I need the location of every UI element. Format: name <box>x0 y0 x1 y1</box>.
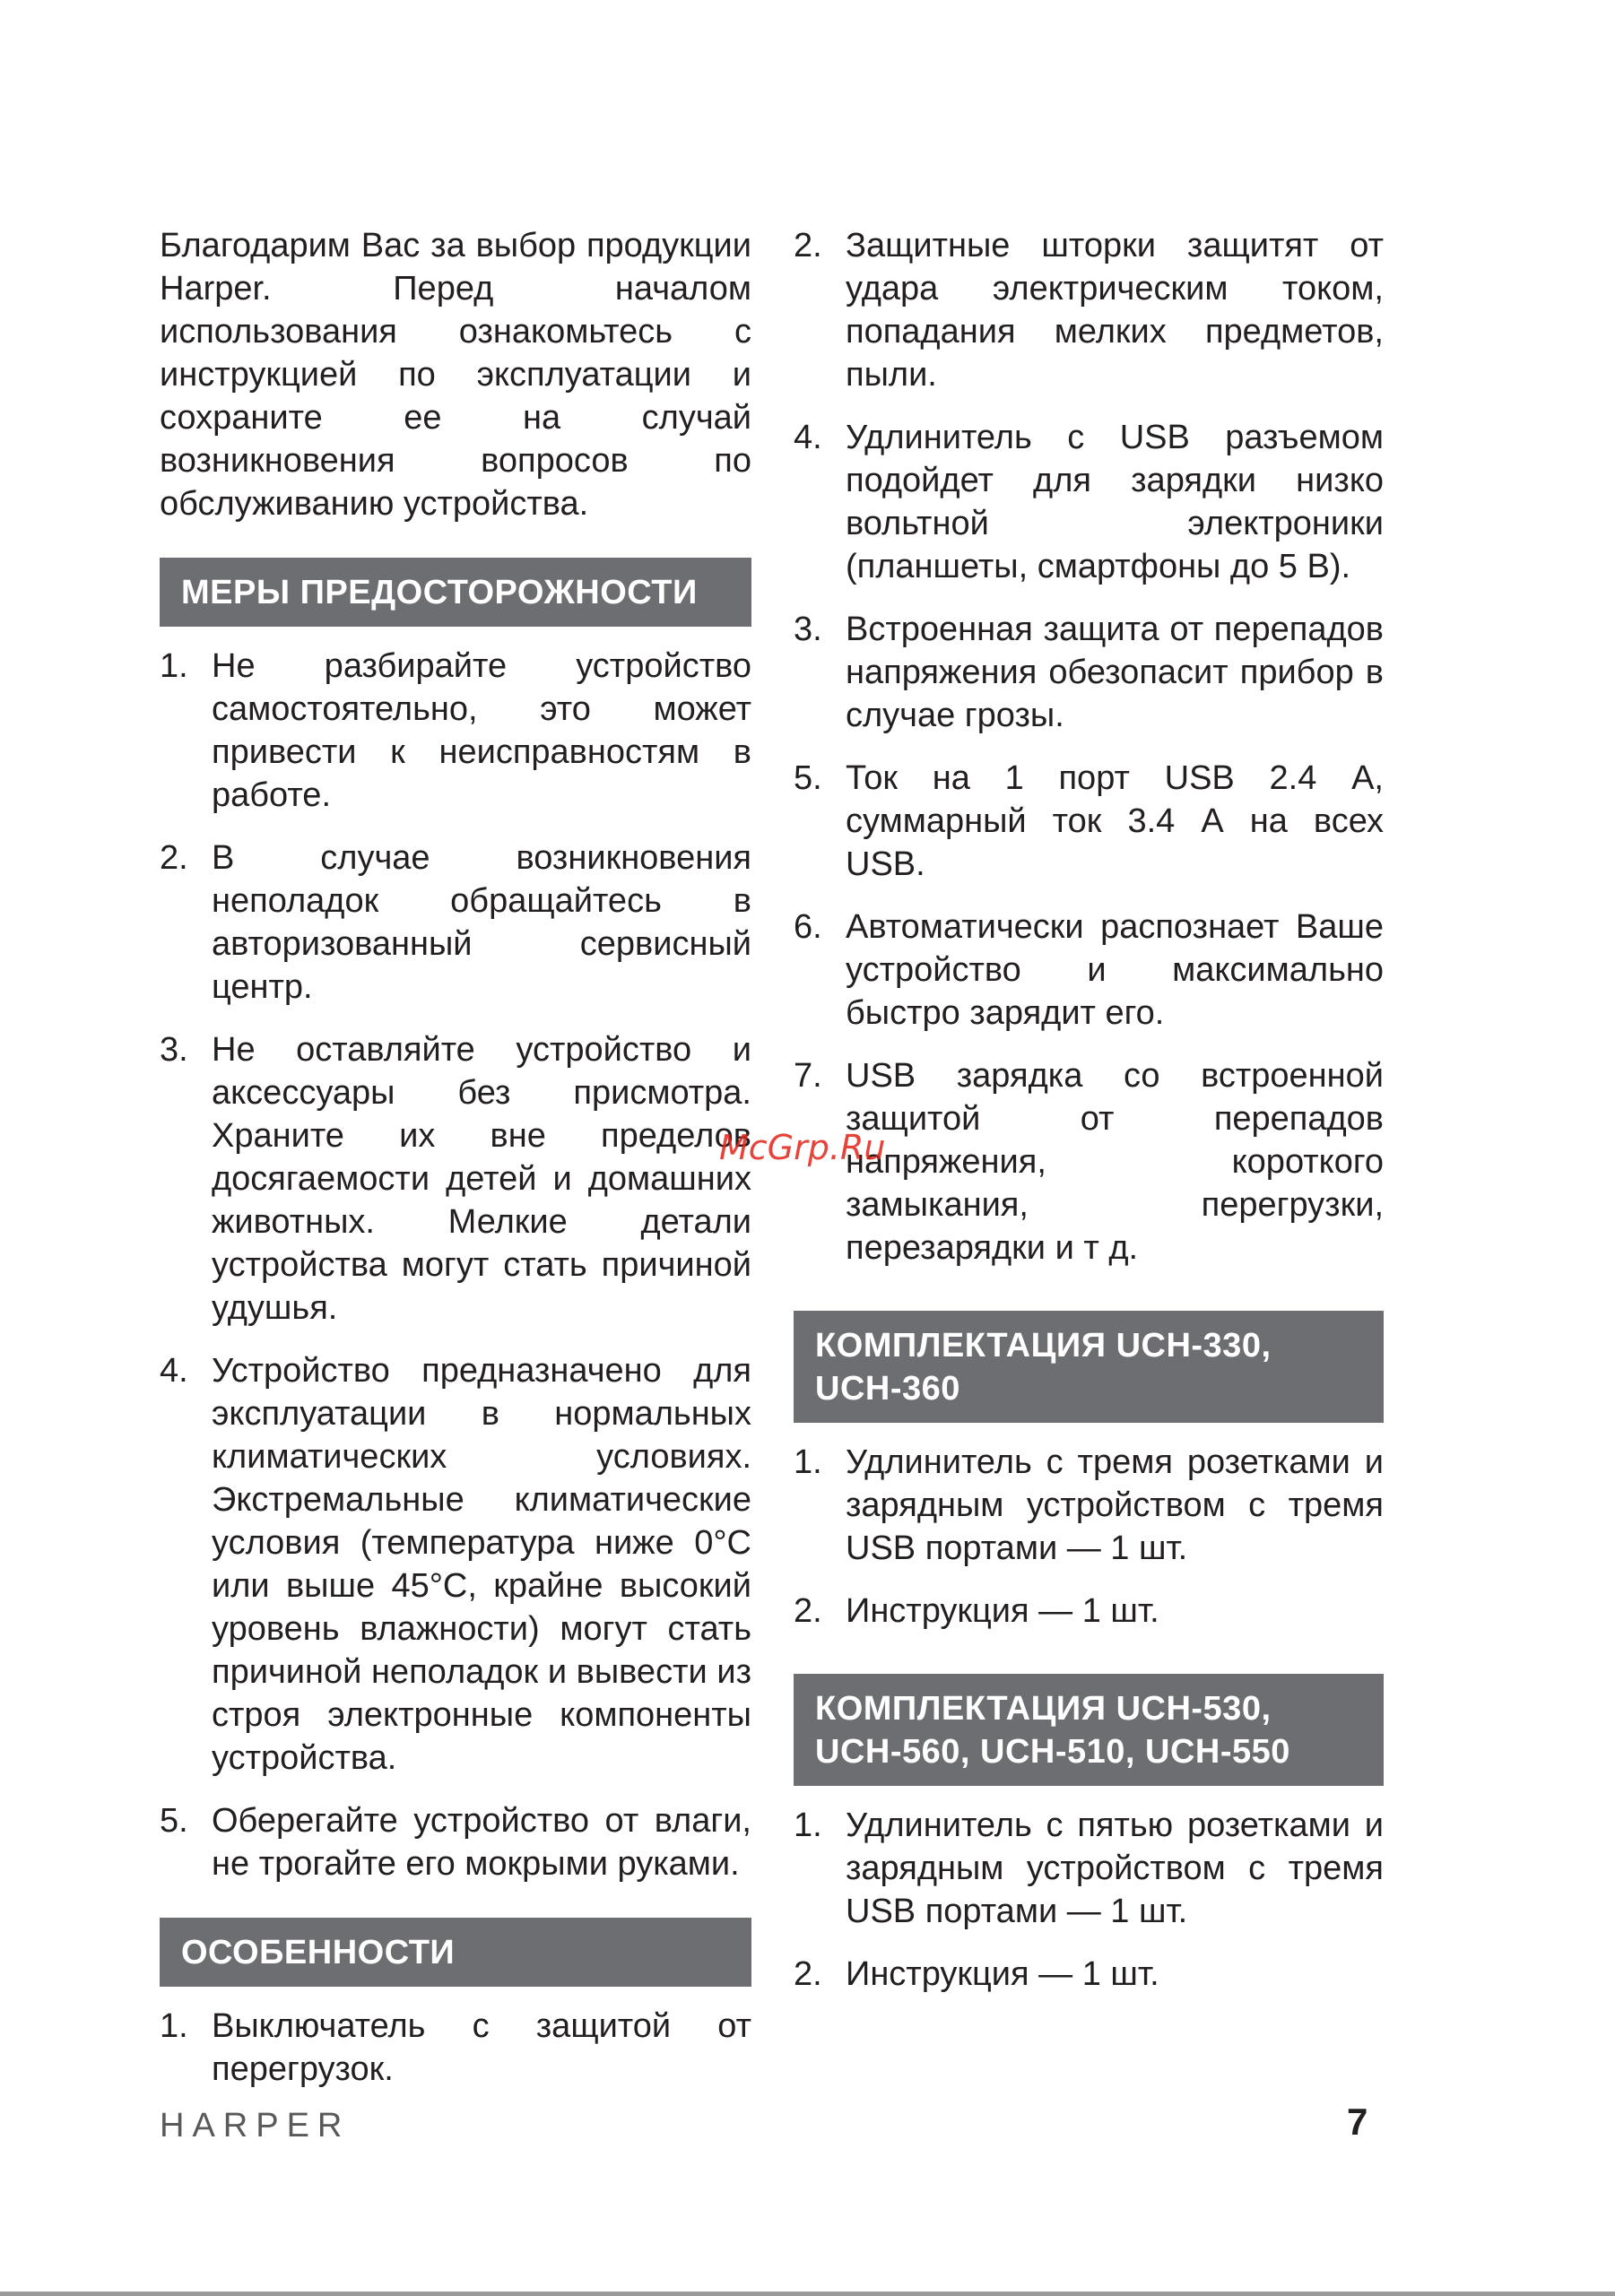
item-text: Защитные шторки защитят от удара электрическим током, попадания мелких предметов, пыли. <box>846 227 1384 394</box>
watermark: McGrp.Ru <box>719 1128 886 1167</box>
item-number: 1. <box>160 647 188 685</box>
features-heading: ОСОБЕННОСТИ <box>160 1918 751 1987</box>
list-item <box>794 1590 1384 1633</box>
list-item <box>160 836 751 1009</box>
item-number: 6. <box>794 908 822 946</box>
features-list-right <box>794 224 1384 1269</box>
item-number: 1. <box>160 2007 188 2045</box>
item-text: Устройство предназначено для эксплуатации в нормальных климатических условиях. Экстремальные климатические условия (температура ниже 0°С или выше 45°С, крайне высокий уровень влажности) могут стать причиной неполадок и вывести из строя электронные компоненты устройства. <box>212 1352 751 1777</box>
list-item <box>794 905 1384 1035</box>
item-text: Удлинитель с USB разъемом подойдет для зарядки низко вольтной электроники (планшеты, смартфоны до 5 В). <box>846 419 1384 585</box>
item-text: Не разбирайте устройство самостоятельно, это может привести к неисправностям в работе. <box>212 647 751 814</box>
item-number: 3. <box>160 1031 188 1069</box>
kit-uch530-heading: КОМПЛЕКТАЦИЯ UCH-530, UCH-560, UCH-510, UCH-550 <box>794 1674 1384 1786</box>
kit-uch330-list <box>794 1441 1384 1633</box>
item-text: В случае возникновения неполадок обращайтесь в авторизованный сервисный центр. <box>212 839 751 1006</box>
right-column <box>794 224 1384 2028</box>
kit-uch530-list <box>794 1804 1384 1996</box>
list-item <box>794 1804 1384 1933</box>
item-number: 7. <box>794 1057 822 1095</box>
bottom-edge-line <box>0 2292 1615 2296</box>
intro-paragraph: Благодарим Вас за выбор продукции Harper. Перед началом использования ознакомьтесь с инструкцией по эксплуатации и сохраните ее на случай возникновения вопросов по обслуживанию устройства. <box>160 227 751 523</box>
item-number: 2. <box>794 1955 822 1993</box>
item-number: 5. <box>794 759 822 797</box>
item-text: Встроенная защита от перепадов напряжения обезопасит прибор в случае грозы. <box>846 611 1384 734</box>
left-column <box>160 224 751 2123</box>
list-item <box>794 757 1384 886</box>
harper-logo: HARPER <box>160 2107 351 2144</box>
item-text: Инструкция — 1 шт. <box>846 1592 1159 1630</box>
list-item <box>160 1028 751 1330</box>
item-text: Автоматически распознает Ваше устройство и максимально быстро зарядит его. <box>846 908 1384 1032</box>
precautions-list <box>160 645 751 1885</box>
precautions-heading: МЕРЫ ПРЕДОСТОРОЖНОСТИ <box>160 558 751 627</box>
item-text: Инструкция — 1 шт. <box>846 1955 1159 1993</box>
list-item <box>794 1441 1384 1570</box>
kit-uch330-heading: КОМПЛЕКТАЦИЯ UCH-330, UCH-360 <box>794 1311 1384 1423</box>
item-number: 2. <box>794 1592 822 1630</box>
list-item <box>160 645 751 817</box>
page-number: 7 <box>1347 2101 1368 2143</box>
features-list-left <box>160 2005 751 2091</box>
item-number: 1. <box>794 1443 822 1481</box>
item-number: 2. <box>160 839 188 877</box>
list-item <box>160 1799 751 1885</box>
item-text: Удлинитель с пятью розетками и зарядным устройством с тремя USB портами — 1 шт. <box>846 1806 1384 1930</box>
item-text: Выключатель с защитой от перегрузок. <box>212 2007 751 2088</box>
item-number: 1. <box>794 1806 822 1844</box>
item-number: 3. <box>794 611 822 648</box>
item-text: Удлинитель с тремя розетками и зарядным устройством с тремя USB портами — 1 шт. <box>846 1443 1384 1567</box>
list-item <box>794 1953 1384 1996</box>
item-number: 4. <box>794 419 822 456</box>
item-text: USB зарядка со встроенной защитой от перепадов напряжения, короткого замыкания, перегрузки, перезарядки и т д. <box>846 1057 1384 1267</box>
item-number: 4. <box>160 1352 188 1390</box>
item-number: 5. <box>160 1802 188 1840</box>
item-text: Ток на 1 порт USB 2.4 А, суммарный ток 3.4 А на всех USB. <box>846 759 1384 883</box>
list-item <box>160 1349 751 1780</box>
item-text: Не оставляйте устройство и аксессуары без присмотра. Храните их вне пределов досягаемости детей и домашних животных. Мелкие детали устройства могут стать причиной удушья. <box>212 1031 751 1327</box>
item-text: Оберегайте устройство от влаги, не трогайте его мокрыми руками. <box>212 1802 751 1883</box>
item-number: 2. <box>794 227 822 264</box>
list-item <box>794 608 1384 737</box>
list-item <box>794 224 1384 396</box>
list-item <box>794 416 1384 588</box>
list-item <box>160 2005 751 2091</box>
